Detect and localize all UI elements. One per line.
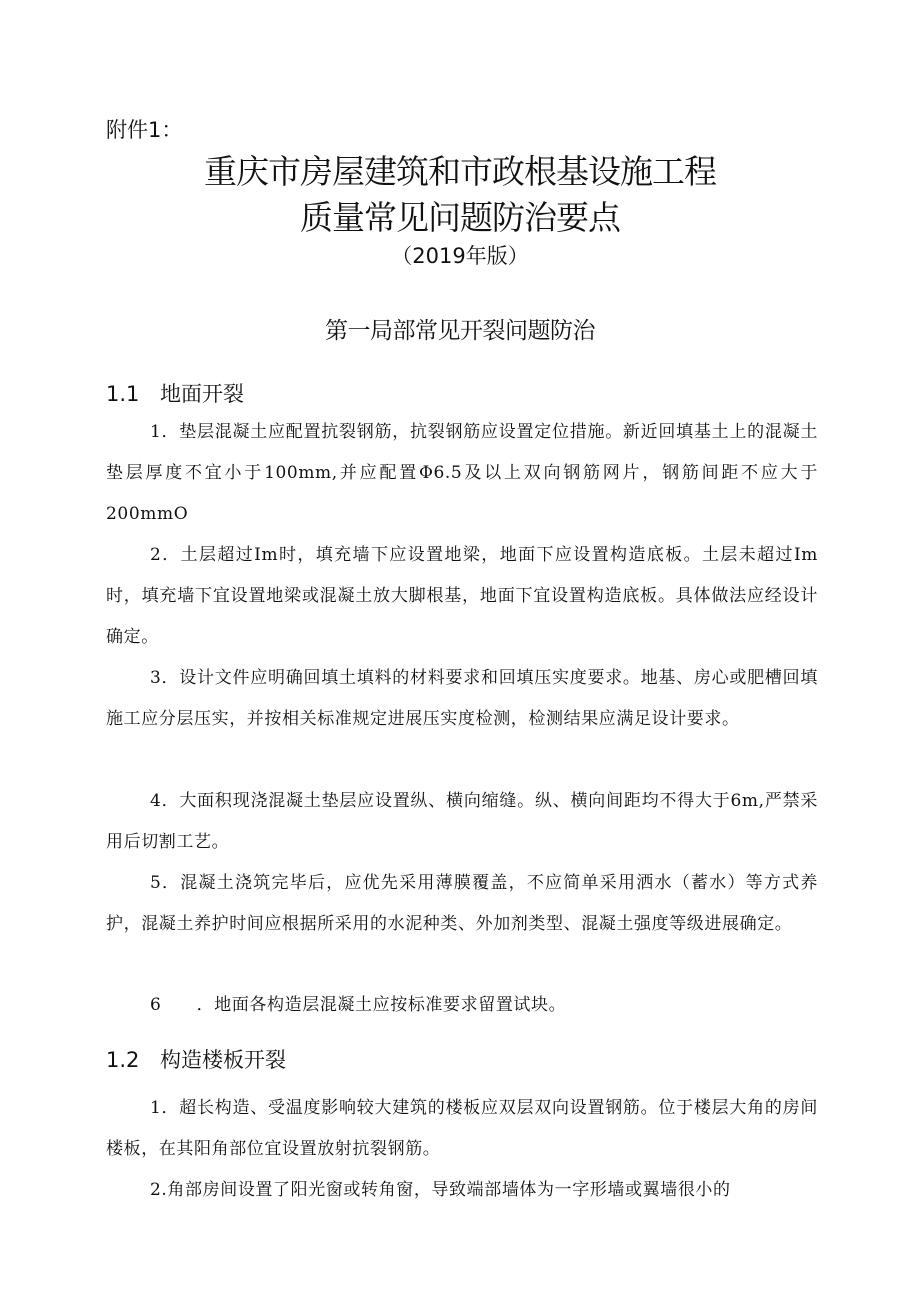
paragraph: 6 ．地面各构造层混凝土应按标准要求留置试块。 bbox=[150, 995, 567, 1015]
paragraph: 1．超长构造、受温度影响较大建筑的楼板应双层双向设置钢筋。位于楼层大角的房间楼板，在其阳角部位宜设置放射抗裂钢筋。 bbox=[106, 1098, 818, 1159]
section-number: 1.1 bbox=[106, 382, 140, 406]
paragraph: 2.角部房间设置了阳光窗或转角窗，导致端部墙体为一字形墙或翼墙很小的 bbox=[150, 1180, 731, 1200]
paragraph: 3．设计文件应明确回填土填料的材料要求和回填压实度要求。地基、房心或肥槽回填施工应分层压实，并按相关标准规定进展压实度检测，检测结果应满足设计要求。 bbox=[106, 668, 818, 729]
section-title: 构造楼板开裂 bbox=[160, 1048, 286, 1072]
section-title: 地面开裂 bbox=[160, 382, 244, 406]
document-title-line-1: 重庆市房屋建筑和市政根基设施工程 bbox=[204, 152, 716, 191]
paragraph: 1．垫层混凝土应配置抗裂钢筋，抗裂钢筋应设置定位措施。新近回填基土上的混凝土垫层厚度不宜小于100mm,并应配置Φ6.5及以上双向钢筋网片，钢筋间距不应大于200mmO bbox=[106, 422, 818, 524]
section-heading-1-2 bbox=[106, 1044, 286, 1074]
edition-label: （2019年版） bbox=[391, 244, 529, 268]
paragraph: 5．混凝土浇筑完毕后，应优先采用薄膜覆盖，不应简单采用洒水（蓄水）等方式养护，混凝土养护时间应根据所采用的水泥种类、外加剂类型、混凝土强度等级进展确定。 bbox=[106, 873, 818, 934]
chapter-title: 第一局部常见开裂问题防治 bbox=[325, 318, 595, 344]
section-heading-1-1 bbox=[106, 378, 244, 408]
attachment-label: 附件1： bbox=[106, 118, 183, 142]
document-title-line-2: 质量常见问题防治要点 bbox=[300, 198, 620, 237]
paragraph: 2．土层超过Im时，填充墙下应设置地梁，地面下应设置构造底板。土层未超过Im时，填充墙下宜设置地梁或混凝土放大脚根基，地面下宜设置构造底板。具体做法应经设计确定。 bbox=[106, 545, 818, 647]
paragraph: 4．大面积现浇混凝土垫层应设置纵、横向缩缝。纵、横向间距均不得大于6m,严禁采用后切割工艺。 bbox=[106, 791, 818, 852]
section-number: 1.2 bbox=[106, 1048, 140, 1072]
